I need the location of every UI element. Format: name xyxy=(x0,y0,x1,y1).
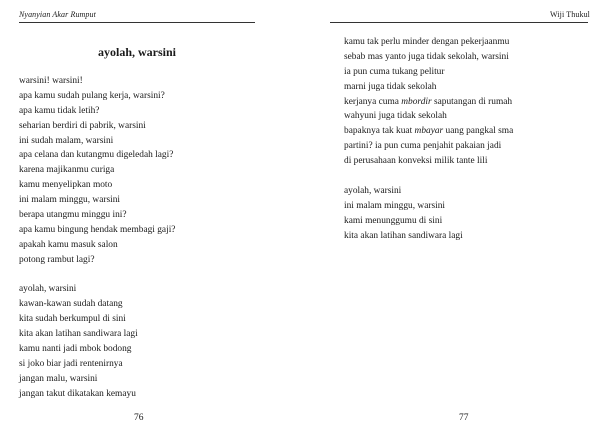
poem-line: seharian berdiri di pabrik, warsini xyxy=(19,120,146,131)
poem-line: berapa utangmu minggu ini? xyxy=(19,210,127,221)
poem-line: apa kamu sudah pulang kerja, warsini? xyxy=(19,90,165,101)
italic-word: mbordir xyxy=(401,96,432,107)
poem-line: apa celana dan kutangmu digeledah lagi? xyxy=(19,150,174,161)
poem-line: marni juga tidak sekolah xyxy=(344,81,437,92)
poem-line: apa kamu bingung hendak membagi gaji? xyxy=(19,224,176,235)
poem-line: apakah kamu masuk salon xyxy=(19,239,118,250)
poem-line: partini? ia pun cuma penjahit pakaian jadi xyxy=(344,141,502,152)
poem-line: di perusahaan konveksi milik tante lili xyxy=(344,156,488,167)
line-text: saputangan di rumah xyxy=(431,96,513,107)
poem-line: ini malam minggu, warsini xyxy=(344,200,446,211)
right-page xyxy=(300,0,600,444)
line-text: uang pangkal sma xyxy=(443,126,514,137)
header-rule-right xyxy=(330,22,588,23)
poem-line: apa kamu tidak letih? xyxy=(19,105,100,116)
poem-line: kita akan latihan sandiwara lagi xyxy=(344,230,463,241)
poem-line: ini malam minggu, warsini xyxy=(19,195,121,206)
poem-line: ini sudah malam, warsini xyxy=(19,135,114,146)
poem-title: ayolah, warsini xyxy=(97,45,176,59)
poem-line: sebab mas yanto juga tidak sekolah, warsini xyxy=(344,51,509,62)
poem-lines-right xyxy=(344,35,513,243)
poem-line: si joko biar jadi rentenirnya xyxy=(19,358,123,369)
stanza-break xyxy=(19,268,175,283)
running-head-right: Wiji Thukul xyxy=(550,10,590,19)
poem-line: wahyuni juga tidak sekolah xyxy=(344,111,447,122)
poem-line: kamu tak perlu minder dengan pekerjaanmu xyxy=(344,37,510,47)
line-text: kerjanya cuma xyxy=(344,96,402,107)
poem-line xyxy=(344,124,513,139)
poem-line: kami menunggumu di sini xyxy=(344,215,443,226)
page-number-right: 77 xyxy=(459,413,469,423)
poem-line: warsini! warsini! xyxy=(19,76,83,86)
poem-lines-left xyxy=(19,74,175,402)
header-rule-left xyxy=(19,22,255,23)
stanza-break xyxy=(344,169,513,184)
italic-word: mbayar xyxy=(414,126,444,137)
poem-line: jangan malu, warsini xyxy=(19,373,98,384)
poem-line: kamu nanti jadi mbok bodong xyxy=(19,344,132,355)
poem-line: kamu menyelipkan moto xyxy=(19,180,113,191)
poem-line: ayolah, warsini xyxy=(344,185,402,196)
poem-line: kita sudah berkumpul di sini xyxy=(19,314,126,325)
poem-line: ia pun cuma tukang pelitur xyxy=(344,66,445,77)
running-head-left: Nyanyian Akar Rumput xyxy=(19,10,96,19)
poem-line: potong rambut lagi? xyxy=(19,254,95,265)
page-number-left: 76 xyxy=(134,413,144,423)
line-text: bapaknya tak kuat xyxy=(344,126,415,137)
poem-line: kawan-kawan sudah datang xyxy=(19,299,123,310)
poem-line: jangan takut dikatakan kemayu xyxy=(19,388,136,399)
poem-line: karena majikanmu curiga xyxy=(19,165,115,176)
poem-line: kita akan latihan sandiwara lagi xyxy=(19,329,138,340)
poem-line xyxy=(344,95,513,110)
poem-line: ayolah, warsini xyxy=(19,284,77,295)
